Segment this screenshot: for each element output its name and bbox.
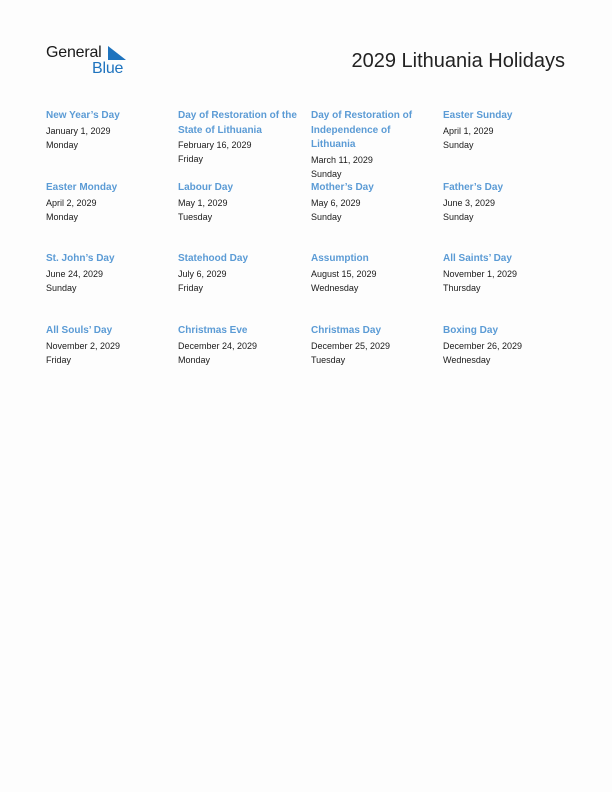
holiday-weekday: Sunday	[46, 282, 77, 293]
holiday-weekday: Wednesday	[311, 282, 359, 293]
holiday-name: Day of Restoration of the State of Lithuania	[178, 110, 297, 136]
holiday-name: Boxing Day	[443, 325, 499, 336]
holiday-name: New Year’s Day	[46, 110, 120, 121]
holiday-weekday: Sunday	[443, 211, 474, 222]
holiday-weekday: Tuesday	[311, 354, 346, 365]
holiday-item	[46, 109, 170, 152]
holiday-weekday: Sunday	[443, 139, 474, 150]
logo-general-text: General	[46, 44, 102, 61]
holiday-name: Day of Restoration of Independence of Lithuania	[311, 110, 413, 150]
holiday-date: November 1, 2029	[443, 268, 518, 279]
holiday-date: December 24, 2029	[178, 340, 258, 351]
holiday-name: Labour Day	[178, 182, 234, 193]
holiday-item	[178, 324, 302, 367]
holiday-date: April 2, 2029	[46, 197, 97, 208]
holiday-weekday: Friday	[46, 354, 72, 365]
holiday-weekday: Tuesday	[178, 211, 213, 222]
holiday-date: August 15, 2029	[311, 268, 377, 279]
holiday-item	[178, 252, 302, 295]
holiday-item	[311, 109, 435, 181]
holiday-date: January 1, 2029	[46, 125, 111, 136]
holiday-item	[443, 252, 567, 295]
holiday-date: May 1, 2029	[178, 197, 228, 208]
holiday-date: March 11, 2029	[311, 154, 373, 165]
holiday-weekday: Sunday	[311, 211, 342, 222]
holiday-date: June 3, 2029	[443, 197, 496, 208]
holiday-item	[443, 181, 567, 224]
holiday-weekday: Monday	[178, 354, 211, 365]
holiday-name: All Souls’ Day	[46, 325, 113, 336]
holiday-weekday: Wednesday	[443, 354, 491, 365]
holiday-name: Easter Sunday	[443, 110, 513, 121]
holiday-item	[46, 324, 170, 367]
holiday-name: Christmas Day	[311, 325, 382, 336]
holiday-name: All Saints’ Day	[443, 253, 512, 264]
holiday-item	[443, 324, 567, 367]
holiday-date: December 26, 2029	[443, 340, 523, 351]
holiday-name: Mother’s Day	[311, 182, 374, 193]
holiday-name: Father’s Day	[443, 182, 504, 193]
logo-triangle-icon	[108, 46, 126, 60]
holiday-item	[311, 181, 435, 224]
holiday-date: November 2, 2029	[46, 340, 121, 351]
holiday-name: St. John’s Day	[46, 253, 115, 264]
holiday-name: Statehood Day	[178, 253, 249, 264]
holiday-weekday: Monday	[46, 211, 79, 222]
holiday-name: Assumption	[311, 253, 369, 264]
holiday-date: February 16, 2029	[178, 140, 252, 150]
holiday-name: Easter Monday	[46, 182, 118, 193]
holiday-date: July 6, 2029	[178, 268, 227, 279]
holiday-date: June 24, 2029	[46, 268, 104, 279]
holiday-weekday: Friday	[178, 154, 204, 164]
holiday-date: April 1, 2029	[443, 125, 494, 136]
holiday-item	[46, 181, 170, 224]
holiday-weekday: Monday	[46, 139, 79, 150]
holiday-item	[311, 324, 435, 367]
holiday-date: May 6, 2029	[311, 197, 361, 208]
holiday-weekday: Friday	[178, 282, 204, 293]
logo-blue-text: Blue	[92, 60, 124, 77]
holiday-name: Christmas Eve	[178, 325, 248, 336]
holiday-date: December 25, 2029	[311, 340, 391, 351]
holiday-item	[46, 252, 170, 295]
holiday-item	[443, 109, 567, 152]
holiday-weekday: Thursday	[443, 282, 481, 293]
holiday-item	[178, 109, 302, 166]
holiday-item	[178, 181, 302, 224]
holiday-weekday: Sunday	[311, 168, 342, 179]
generalblue-logo	[46, 43, 136, 79]
page-title: 2029 Lithuania Holidays	[351, 50, 565, 72]
holiday-item	[311, 252, 435, 295]
